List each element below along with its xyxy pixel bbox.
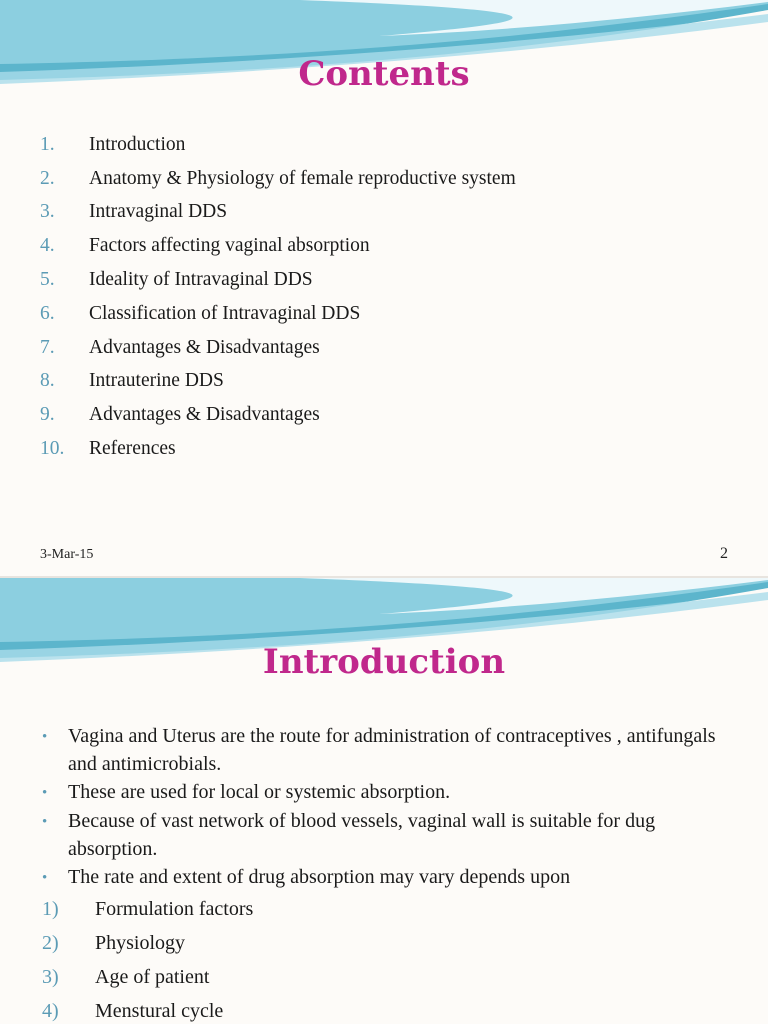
list-item: 9. Advantages & Disadvantages (40, 404, 320, 426)
bullet-item: • These are used for local or systemic absorption. (42, 778, 732, 807)
list-item: 3. Intravaginal DDS (40, 201, 228, 223)
bullet-icon: • (42, 785, 48, 801)
numbered-item: 1) Formulation factors (42, 898, 254, 920)
bullet-icon: • (42, 729, 48, 745)
list-item: 2. Anatomy & Physiology of female reproductive system (40, 167, 516, 189)
list-item: 8. Intrauterine DDS (40, 370, 224, 392)
numbered-item: 2) Physiology (42, 932, 186, 954)
bullet-item: • The rate and extent of drug absorption may vary depends upon (42, 863, 732, 892)
bullet-icon: • (42, 814, 48, 830)
list-item: 4. Factors affecting vaginal absorption (40, 235, 370, 257)
slide-introduction (0, 578, 768, 1024)
slide-title: Introduction (262, 642, 506, 682)
bullet-item: • Because of vast network of blood vessels, vaginal wall is suitable for dug absorption. (42, 807, 732, 863)
introduction-content (42, 722, 732, 1024)
list-item: 5. Ideality of Intravaginal DDS (40, 269, 313, 291)
slide-title: Contents (298, 54, 470, 94)
list-item: 6. Classification of Intravaginal DDS (40, 302, 361, 324)
numbered-item: 3) Age of patient (42, 966, 210, 988)
contents-list (40, 128, 516, 466)
numbered-item: 4) Menstural cycle (42, 1000, 224, 1022)
bullet-icon: • (42, 870, 48, 886)
bullet-item: • Vagina and Uterus are the route for administration of contraceptives , antifungals and antimicrobials. (42, 722, 732, 778)
page-number: 2 (720, 545, 728, 562)
list-item: 1. Introduction (40, 133, 186, 155)
footer-date: 3-Mar-15 (40, 547, 94, 562)
list-item: 7. Advantages & Disadvantages (40, 336, 320, 358)
list-item: 10. References (40, 438, 176, 460)
